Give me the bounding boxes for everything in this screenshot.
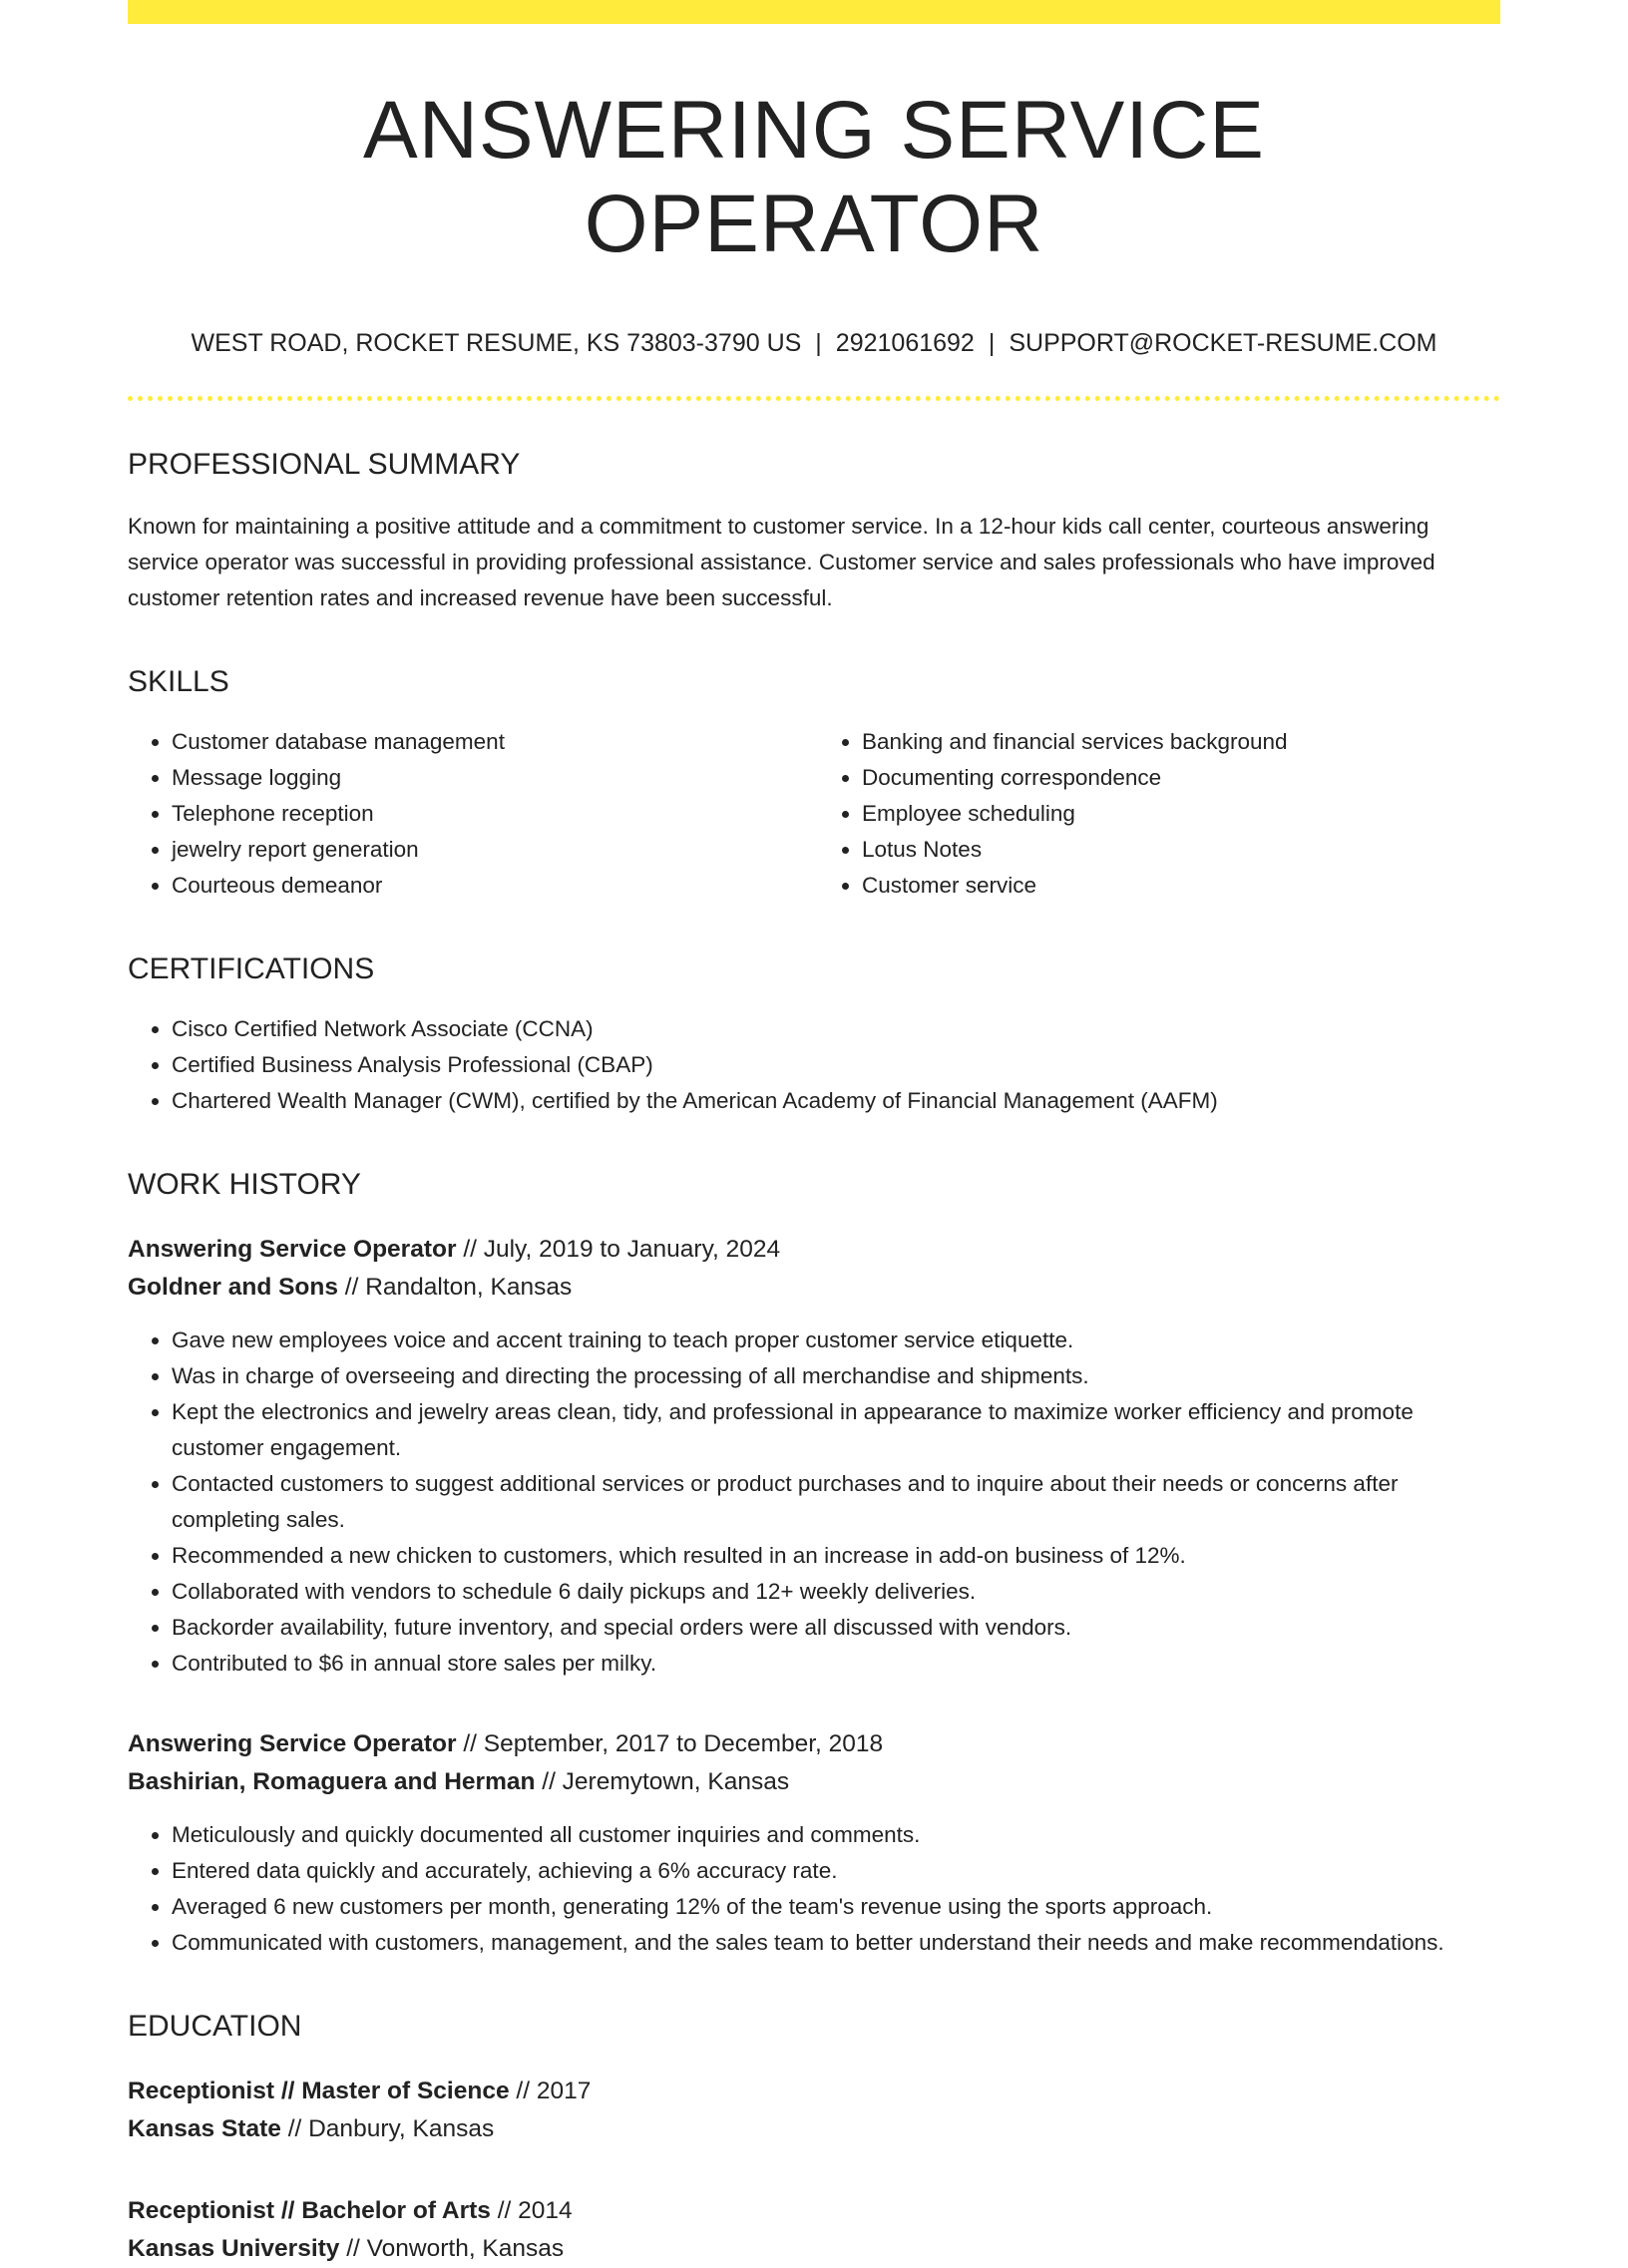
skills-heading: SKILLS: [128, 664, 229, 698]
education-degree-line: [128, 2073, 1500, 2110]
contact-phone: 2921061692: [835, 328, 975, 357]
summary-text: Known for maintaining a positive attitude and a commitment to customer service. In a 12-hour kids call center, courteous answering service operator was successful in providing professional assistance. Customer service and sales professionals who have improved customer retention rates and increased revenue have been successful.: [128, 513, 1435, 610]
skill-item: • Customer database management: [172, 724, 814, 760]
job-bullet: • Recommended a new chicken to customers, which resulted in an increase in add-on business of 12%.: [172, 1538, 1500, 1574]
skill-item: • Lotus Notes: [862, 832, 1500, 868]
job-bullet: • Kept the electronics and jewelry areas clean, tidy, and professional in appearance to maximize worker efficiency and promote customer engagement.: [172, 1394, 1500, 1466]
job-company-line: [128, 1269, 1500, 1307]
education-entry: [128, 2073, 1500, 2148]
job-bullet: • Communicated with customers, management, and the sales team to better understand their needs and make recommendations.: [172, 1925, 1500, 1961]
job-company-line: [128, 1763, 1500, 1801]
job-entry: [128, 1725, 1500, 1961]
certifications-list: [128, 1011, 1500, 1119]
job-location: // Randalton, Kansas: [338, 1273, 573, 1301]
job-dates: // July, 2019 to January, 2024: [456, 1235, 781, 1263]
job-bullet: • Entered data quickly and accurately, achieving a 6% accuracy rate.: [172, 1853, 1500, 1889]
education-school-line: [128, 2230, 1500, 2268]
skill-item: • Customer service: [862, 868, 1500, 904]
job-bullet: • Backorder availability, future inventory, and special orders were all discussed with vendors.: [172, 1610, 1500, 1646]
skills-grid: [128, 724, 1500, 904]
education-school: Kansas State: [128, 2114, 281, 2142]
education-degree-line: [128, 2192, 1500, 2230]
job-bullets: [128, 1323, 1500, 1682]
skills-list-right: [814, 724, 1500, 904]
job-bullets: [128, 1817, 1500, 1961]
skill-item: • Documenting correspondence: [862, 760, 1500, 796]
contact-separator: |: [815, 328, 822, 357]
contact-line: [128, 328, 1500, 358]
job-role: Answering Service Operator: [128, 1235, 457, 1263]
skill-item: • Employee scheduling: [862, 796, 1500, 832]
skills-list-left: [128, 724, 814, 904]
certification-item: • Cisco Certified Network Associate (CCNA): [172, 1011, 1500, 1047]
skill-item: • Banking and financial services background: [862, 724, 1500, 760]
skill-item: • Courteous demeanor: [172, 868, 814, 904]
skill-item: • Telephone reception: [172, 796, 814, 832]
job-bullet: • Contacted customers to suggest additional services or product purchases and to inquire about their needs or concerns after completing sales.: [172, 1466, 1500, 1538]
job-title-line: [128, 1725, 1500, 1763]
contact-address: WEST ROAD, ROCKET RESUME, KS 73803-3790 US: [191, 328, 802, 357]
job-location: // Jeremytown, Kansas: [535, 1767, 790, 1795]
certifications-heading: CERTIFICATIONS: [128, 951, 375, 985]
job-title-line: [128, 1231, 1500, 1269]
resume-title: ANSWERING SERVICE OPERATOR: [363, 85, 1265, 270]
contact-email: SUPPORT@ROCKET-RESUME.COM: [1009, 328, 1437, 357]
job-bullet: • Meticulously and quickly documented all customer inquiries and comments.: [172, 1817, 1500, 1853]
contact-separator: |: [988, 328, 996, 357]
summary-heading: PROFESSIONAL SUMMARY: [128, 447, 521, 481]
education-location: // Vonworth, Kansas: [339, 2234, 565, 2262]
job-bullet: • Gave new employees voice and accent training to teach proper customer service etiquette.: [172, 1323, 1500, 1358]
skill-item: • jewelry report generation: [172, 832, 814, 868]
education-entry: [128, 2192, 1500, 2268]
education-heading: EDUCATION: [128, 2009, 302, 2043]
education-school-line: [128, 2110, 1500, 2148]
certification-item: • Certified Business Analysis Professional (CBAP): [172, 1047, 1500, 1083]
work-history-heading: WORK HISTORY: [128, 1167, 361, 1201]
certification-item: • Chartered Wealth Manager (CWM), certified by the American Academy of Financial Management (AAFM): [172, 1083, 1500, 1119]
job-company: Goldner and Sons: [128, 1273, 338, 1301]
job-dates: // September, 2017 to December, 2018: [456, 1729, 884, 1757]
resume-page: [128, 0, 1500, 2268]
job-bullet: • Was in charge of overseeing and directing the processing of all merchandise and shipments.: [172, 1358, 1500, 1394]
education-school: Kansas University: [128, 2234, 340, 2262]
education-degree: Receptionist // Master of Science: [128, 2077, 510, 2104]
job-bullet: • Collaborated with vendors to schedule 6 daily pickups and 12+ weekly deliveries.: [172, 1574, 1500, 1610]
top-accent-bar: [128, 0, 1500, 24]
dotted-divider: [128, 396, 1500, 401]
job-company: Bashirian, Romaguera and Herman: [128, 1767, 536, 1795]
skill-item: • Message logging: [172, 760, 814, 796]
job-bullet: • Contributed to $6 in annual store sales per milky.: [172, 1646, 1500, 1682]
education-degree: Receptionist // Bachelor of Arts: [128, 2196, 491, 2224]
education-year: // 2014: [490, 2196, 573, 2224]
job-bullet: • Averaged 6 new customers per month, generating 12% of the team's revenue using the sports approach.: [172, 1889, 1500, 1925]
education-location: // Danbury, Kansas: [280, 2114, 495, 2142]
education-year: // 2017: [509, 2077, 592, 2104]
job-entry: [128, 1231, 1500, 1682]
job-role: Answering Service Operator: [128, 1729, 457, 1757]
